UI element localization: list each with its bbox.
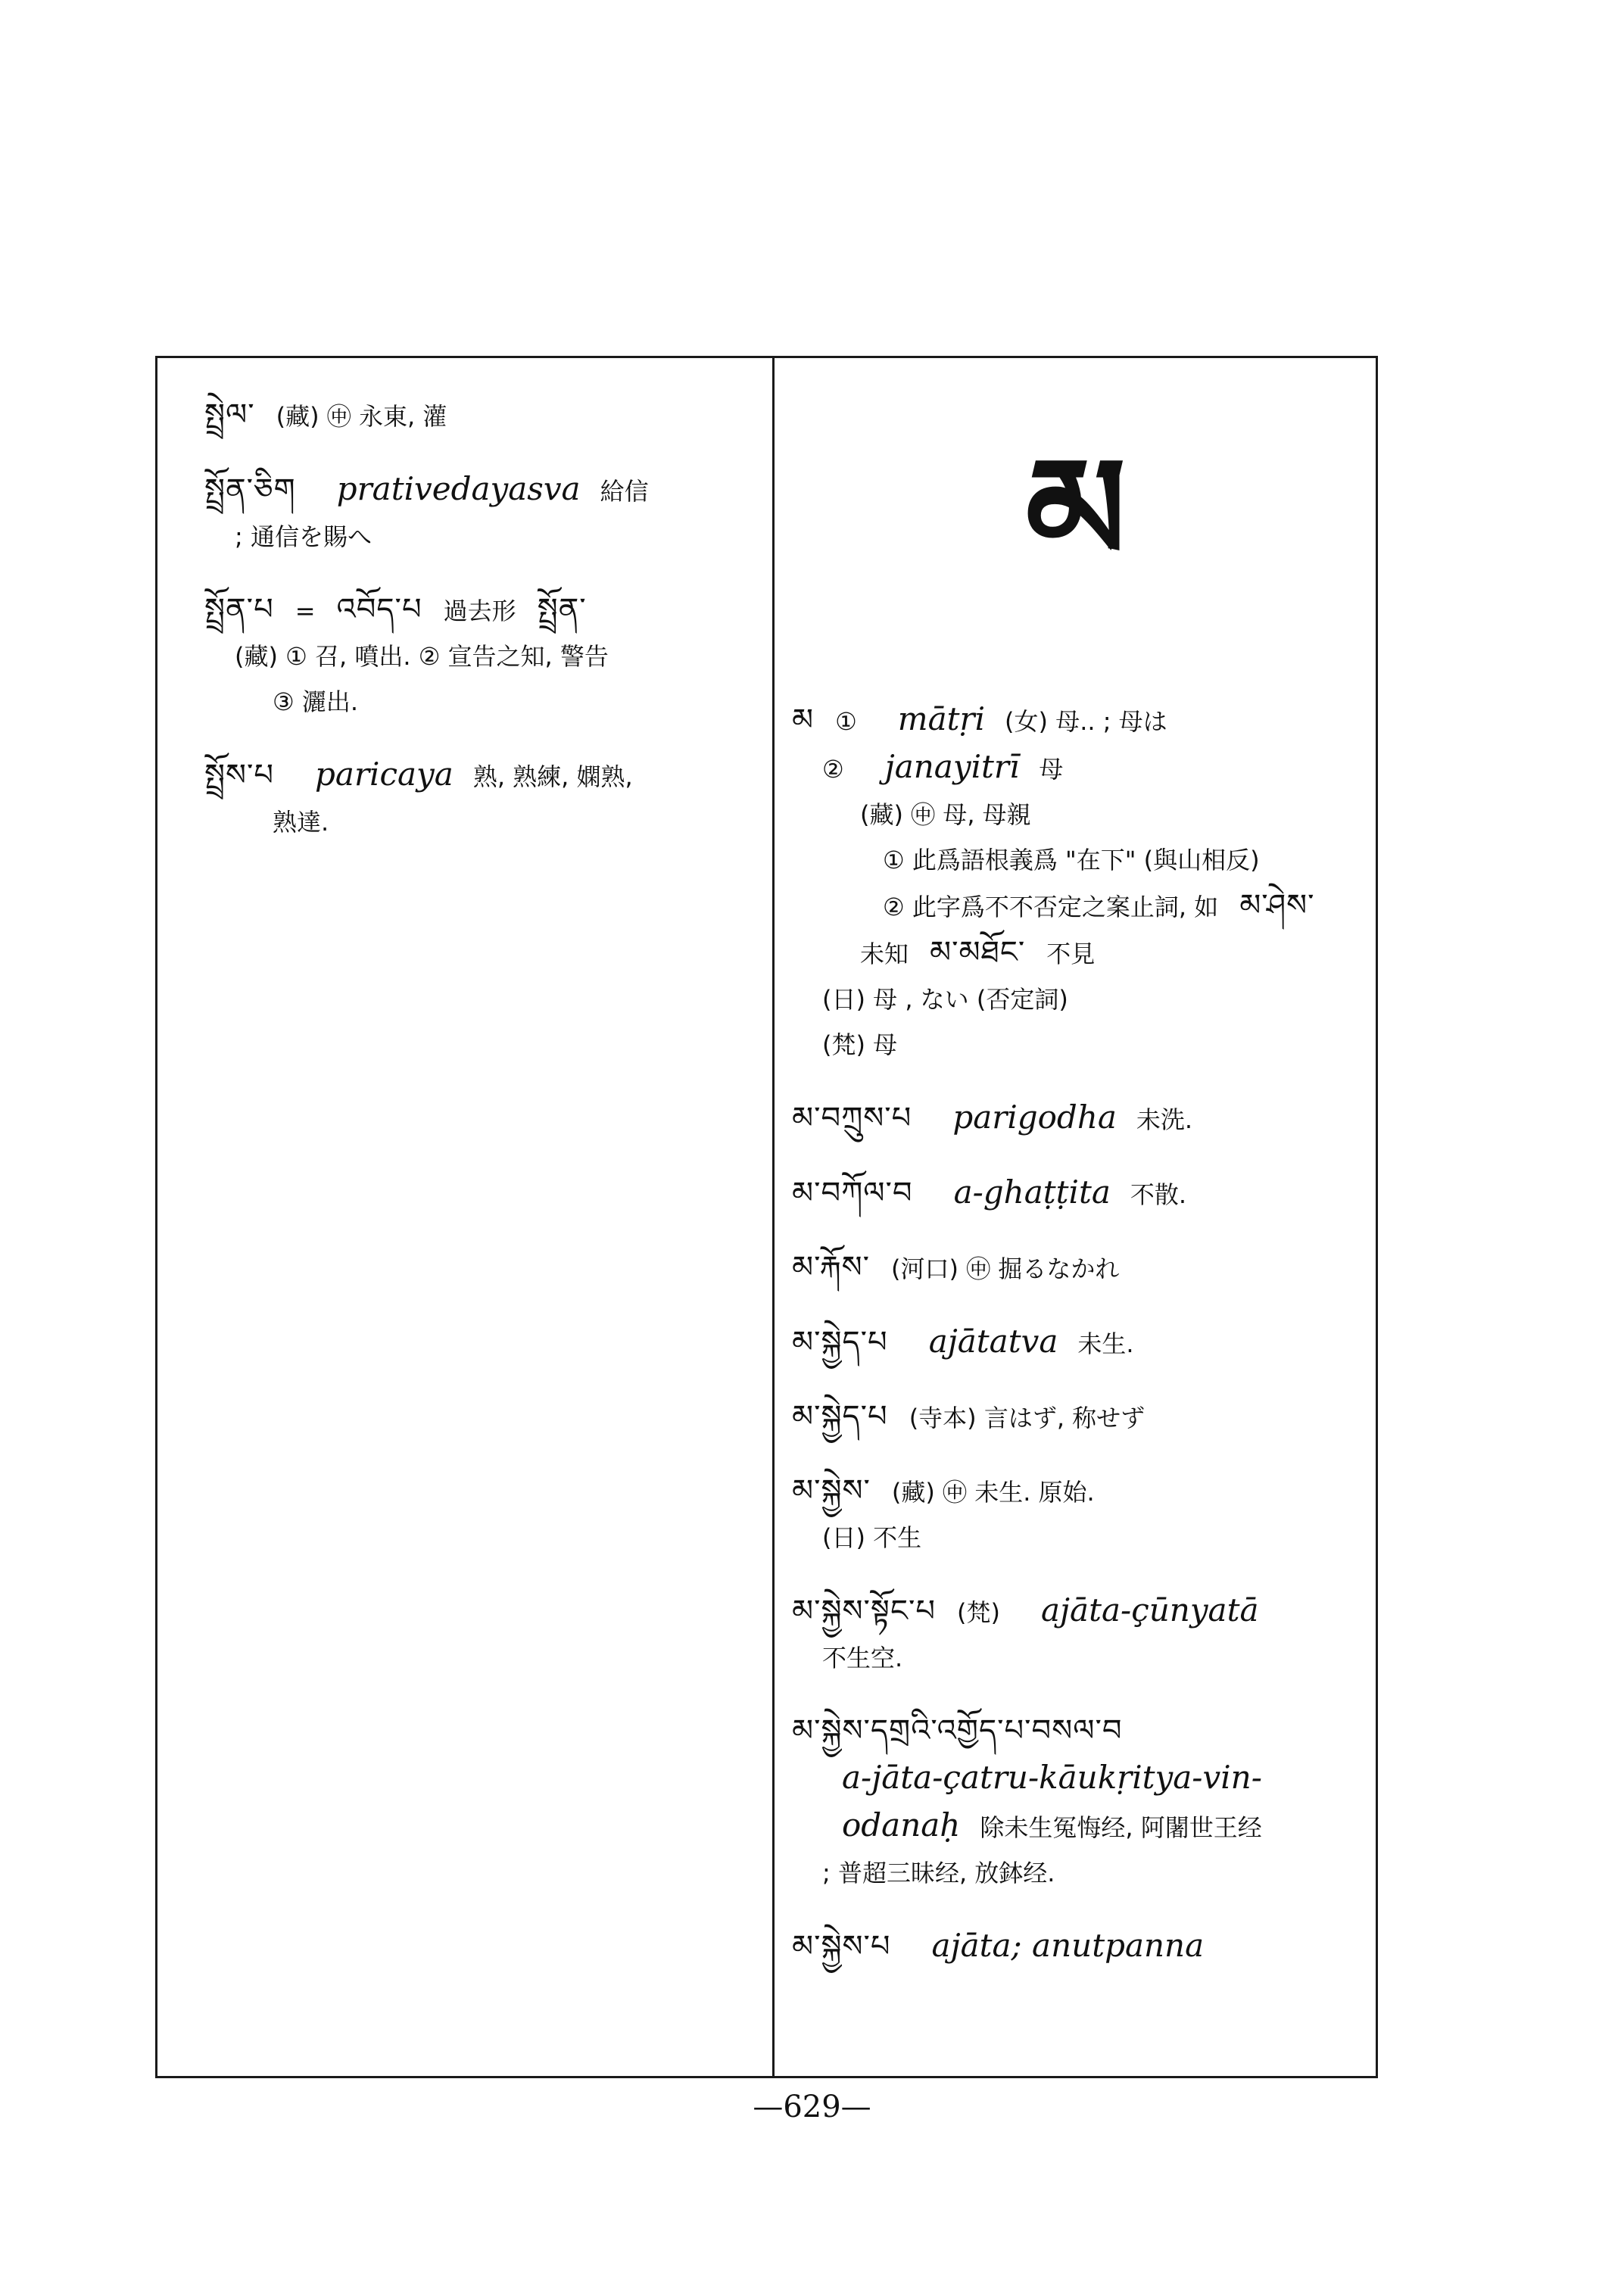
- gloss-text: ③ 灑出.: [273, 687, 359, 716]
- tibetan-text: སྤྲེལ་: [204, 397, 255, 432]
- sanskrit-term: prativedayasva: [336, 470, 581, 507]
- gloss-text: 過去形: [443, 597, 516, 625]
- tibetan-text: མ་ཤེས་: [1239, 888, 1315, 923]
- tibetan-text: སྤྲོན་ཅིག: [204, 472, 296, 507]
- gloss-text: (梵) 母: [822, 1030, 898, 1059]
- gloss-text: 熟, 熟練, 嫻熟,: [472, 762, 633, 791]
- entry-definition-line: [204, 799, 751, 845]
- tibetan-text: མ་སྐྱེད་པ: [792, 1325, 888, 1360]
- right-entries: [792, 697, 1360, 1971]
- sanskrit-term: ajāta; anutpanna: [931, 1927, 1205, 1964]
- gloss-text: 熟達.: [273, 808, 329, 837]
- right-column: [777, 356, 1375, 1998]
- tibetan-text: མ་བཀྲུས་པ: [792, 1101, 912, 1136]
- entry-headword-line: [792, 1923, 1360, 1971]
- dictionary-entry: [792, 1468, 1360, 1560]
- tibetan-text: མ་བཀོལ་བ: [792, 1176, 913, 1211]
- gloss-text: 未知: [860, 940, 909, 968]
- tibetan-text: སྤྲོན་པ: [204, 592, 274, 627]
- entry-headword-line: [792, 1245, 1360, 1292]
- gloss-text: 不見: [1046, 940, 1096, 968]
- gloss-text: 給信: [600, 477, 649, 506]
- tibetan-text: མ་སྐྱེས་པ: [792, 1929, 891, 1964]
- dictionary-entry: [204, 587, 751, 725]
- gloss-text: (藏) ㊥ 未生. 原始.: [891, 1478, 1095, 1507]
- entry-definition-line: [792, 1022, 1360, 1068]
- gloss-text: (藏) ㊥ 永東, 灌: [276, 402, 447, 431]
- entry-headword-line: [792, 1468, 1360, 1515]
- column-divider: [772, 356, 775, 2078]
- entry-definition-line: [792, 1803, 1360, 1850]
- tibetan-text: མ་སྐྱེད་པ: [792, 1399, 888, 1434]
- entry-headword-line: [792, 1170, 1360, 1217]
- tibetan-text: མ་སྐྱེས་སྟོང་པ: [792, 1594, 936, 1629]
- entry-definition-line: [792, 792, 1360, 837]
- sanskrit-term: parigodha: [952, 1099, 1117, 1136]
- dictionary-entry: [792, 1319, 1360, 1367]
- dictionary-entry: [792, 1588, 1360, 1681]
- sanskrit-term: ajāta-çūnyatā: [1040, 1591, 1259, 1629]
- entry-headword-line: [792, 1319, 1360, 1367]
- section-heading-letter: མ: [1025, 427, 1127, 594]
- entry-definition-line: [792, 1515, 1360, 1560]
- gloss-text: ; 通信を賜へ: [235, 522, 372, 551]
- tibetan-text: སྤྲོན་: [537, 592, 587, 627]
- sanskrit-term: janayitrī: [884, 748, 1020, 785]
- gloss-text: (藏) ① 召, 噴出. ② 宣告之知, 警告: [235, 642, 609, 671]
- gloss-text: (梵): [957, 1598, 1000, 1627]
- gloss-text: 不散.: [1130, 1180, 1187, 1209]
- entry-headword-line: [204, 392, 751, 439]
- gloss-text: ② 此字爲不不否定之案止詞, 如: [883, 893, 1219, 921]
- entry-headword-line: [792, 1708, 1360, 1755]
- entry-headword-line: [792, 1095, 1360, 1142]
- dictionary-entry: [792, 1923, 1360, 1971]
- gloss-text: 不生空.: [822, 1644, 903, 1672]
- gloss-text: =: [295, 597, 316, 625]
- sanskrit-term: paricaya: [315, 756, 454, 793]
- entry-definition-line: [792, 977, 1360, 1022]
- tibetan-text: སྤྲོས་པ: [204, 758, 275, 793]
- gloss-text: (藏) ㊥ 母, 母親: [860, 800, 1031, 829]
- dictionary-entry: [792, 1245, 1360, 1292]
- gloss-text: ; 普超三昧经, 放鉢经.: [822, 1859, 1055, 1887]
- gloss-text: ① 此爲語根義爲 "在下" (與山相反): [883, 846, 1260, 874]
- sanskrit-term: a-ghaṭṭita: [953, 1173, 1111, 1211]
- entry-headword-line: [204, 466, 751, 514]
- sanskrit-term: a-jāta-çatru-kāukṛitya-vin-: [842, 1759, 1262, 1796]
- dictionary-entry: [792, 1170, 1360, 1217]
- dictionary-entry: [792, 697, 1360, 1068]
- tibetan-text: མ་མཐོང་: [930, 935, 1026, 970]
- tibetan-text: མ་སྐྱེས་དགྲའི་འགྱོད་པ་བསལ་བ: [792, 1713, 1123, 1748]
- entry-definition-line: [204, 634, 751, 679]
- gloss-text: 未生.: [1077, 1329, 1134, 1358]
- dictionary-entry: [204, 466, 751, 559]
- entry-definition-line: [204, 679, 751, 725]
- tibetan-text: མ་རྐོས་: [792, 1250, 871, 1285]
- gloss-text: (日) 母 , ない (否定詞): [822, 985, 1068, 1014]
- entry-definition-line: [792, 1850, 1360, 1896]
- entry-definition-line: [792, 930, 1360, 977]
- entry-headword-line: [204, 752, 751, 799]
- sanskrit-term: ajātatva: [928, 1323, 1058, 1360]
- entry-definition-line: [792, 1755, 1360, 1803]
- entry-definition-line: [792, 744, 1360, 792]
- entry-headword-line: [792, 697, 1360, 744]
- gloss-text: ①: [835, 707, 857, 736]
- dictionary-entry: [792, 1708, 1360, 1896]
- entry-definition-line: [792, 837, 1360, 883]
- left-column: [159, 356, 771, 872]
- entry-definition-line: [792, 883, 1360, 930]
- gloss-text: 除未生冤悔经, 阿闍世王经: [980, 1813, 1262, 1842]
- gloss-text: 母: [1039, 755, 1064, 784]
- tibetan-text: མ་སྐྱེས་: [792, 1473, 871, 1508]
- gloss-text: 未洗.: [1136, 1105, 1193, 1134]
- page-number: —629—: [753, 2090, 871, 2124]
- dictionary-entry: [792, 1394, 1360, 1441]
- entry-definition-line: [204, 514, 751, 559]
- gloss-text: (女) 母.. ; 母は: [1005, 707, 1167, 736]
- entry-headword-line: [792, 1394, 1360, 1441]
- gloss-text: (日) 不生: [822, 1523, 922, 1552]
- gloss-text: (河口) ㊥ 掘るなかれ: [891, 1255, 1120, 1283]
- tibetan-text: འབོད་པ: [336, 592, 422, 627]
- dictionary-entry: [792, 1095, 1360, 1142]
- tibetan-text: མ: [792, 703, 815, 737]
- sanskrit-term: mātṛi: [897, 700, 986, 737]
- sanskrit-term: odanaḥ: [842, 1806, 961, 1844]
- dictionary-entry: [204, 752, 751, 845]
- gloss-text: ②: [822, 755, 844, 784]
- entry-definition-line: [792, 1635, 1360, 1681]
- entry-headword-line: [792, 1588, 1360, 1635]
- gloss-text: (寺本) 言はず, 称せず: [909, 1404, 1146, 1432]
- entry-headword-line: [204, 587, 751, 634]
- dictionary-entry: [204, 392, 751, 439]
